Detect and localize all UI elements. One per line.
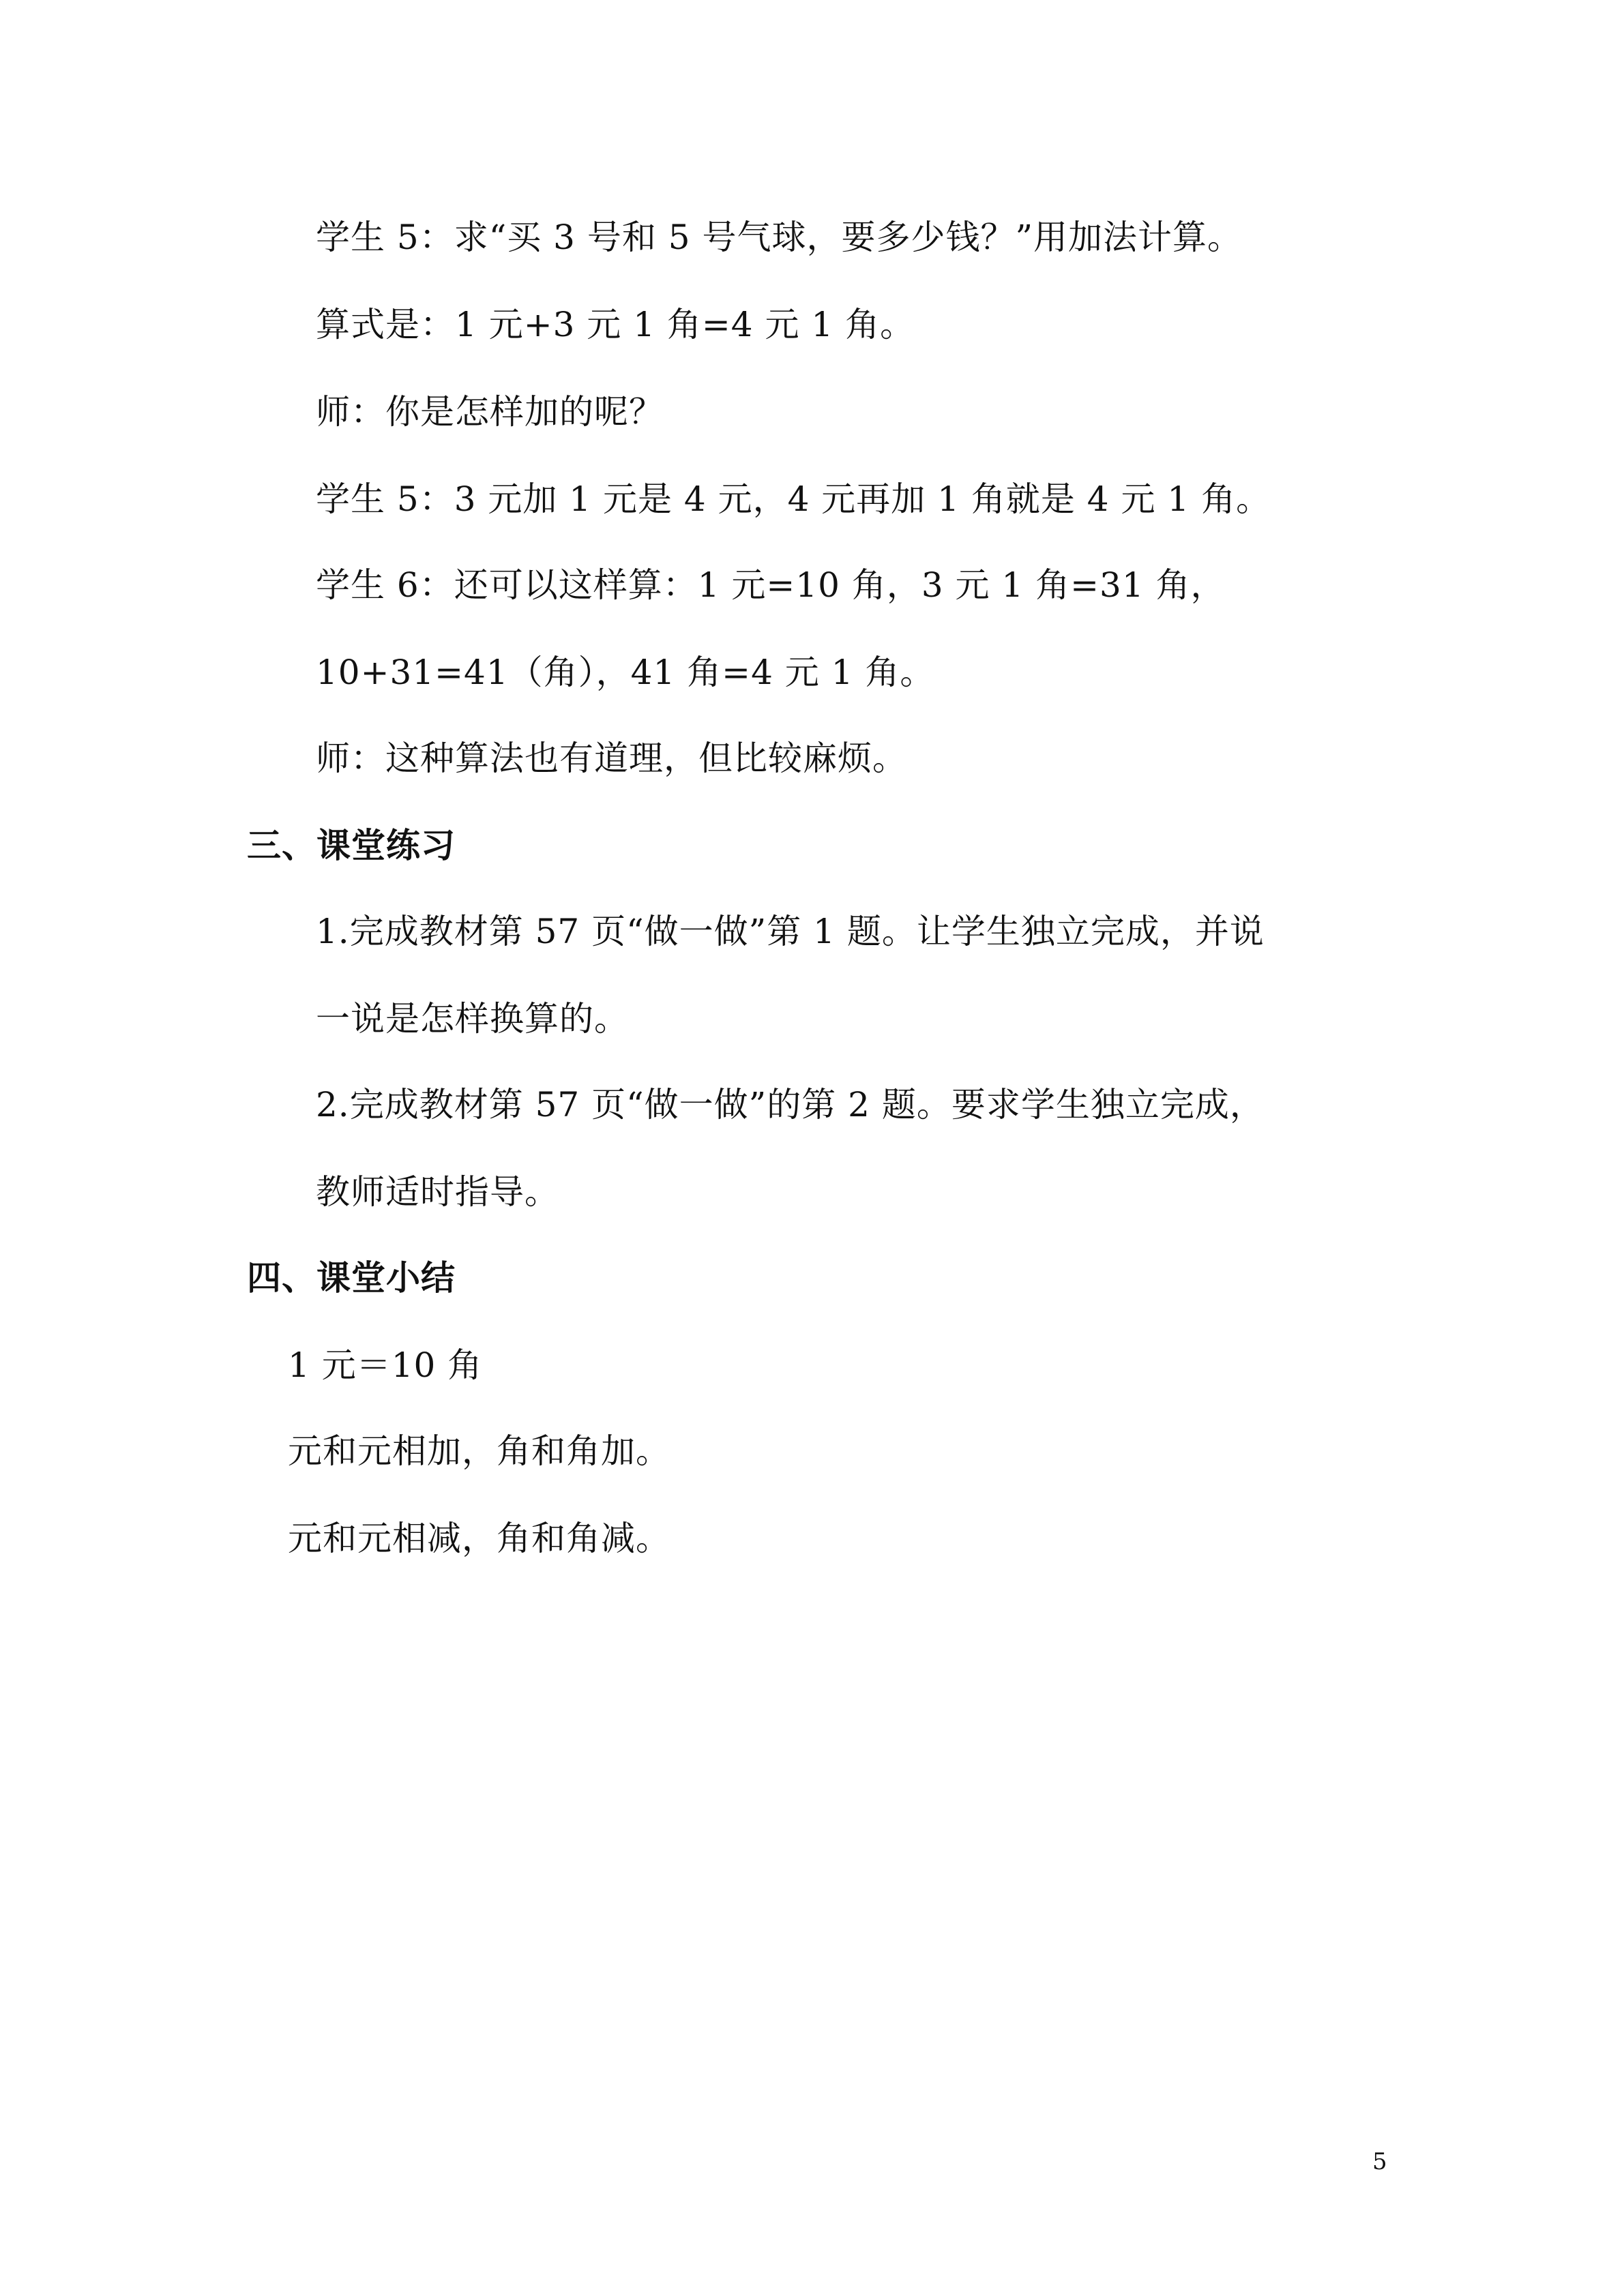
paragraph-line: 师：这种算法也有道理，但比较麻烦。 xyxy=(316,739,907,778)
paragraph-line: 师：你是怎样加的呢？ xyxy=(316,392,664,432)
section-heading-practice: 三、课堂练习 xyxy=(247,826,456,865)
paragraph-line: 算式是：1 元+3 元 1 角=4 元 1 角。 xyxy=(316,305,915,344)
paragraph-line: 1.完成教材第 57 页“做一做”第 1 题。让学生独立完成，并说 xyxy=(316,912,1265,951)
paragraph-line: 学生 6：还可以这样算：1 元=10 角，3 元 1 角=31 角， xyxy=(316,565,1226,605)
summary-line: 元和元相减，角和角减。 xyxy=(288,1519,670,1558)
paragraph-line: 教师适时指导。 xyxy=(316,1172,559,1212)
paragraph-line: 一说是怎样换算的。 xyxy=(316,999,629,1039)
summary-line: 元和元相加，角和角加。 xyxy=(288,1431,670,1471)
paragraph-line: 学生 5：3 元加 1 元是 4 元，4 元再加 1 角就是 4 元 1 角。 xyxy=(316,479,1271,519)
section-heading-summary: 四、课堂小结 xyxy=(247,1258,456,1298)
paragraph-line: 学生 5：求“买 3 号和 5 号气球，要多少钱？”用加法计算。 xyxy=(316,218,1243,257)
summary-line: 1 元＝10 角 xyxy=(288,1345,483,1385)
paragraph-line: 10+31=41（角），41 角=4 元 1 角。 xyxy=(316,653,935,692)
paragraph-line: 2.完成教材第 57 页“做一做”的第 2 题。要求学生独立完成， xyxy=(316,1085,1265,1124)
page-number: 5 xyxy=(1372,2148,1387,2175)
